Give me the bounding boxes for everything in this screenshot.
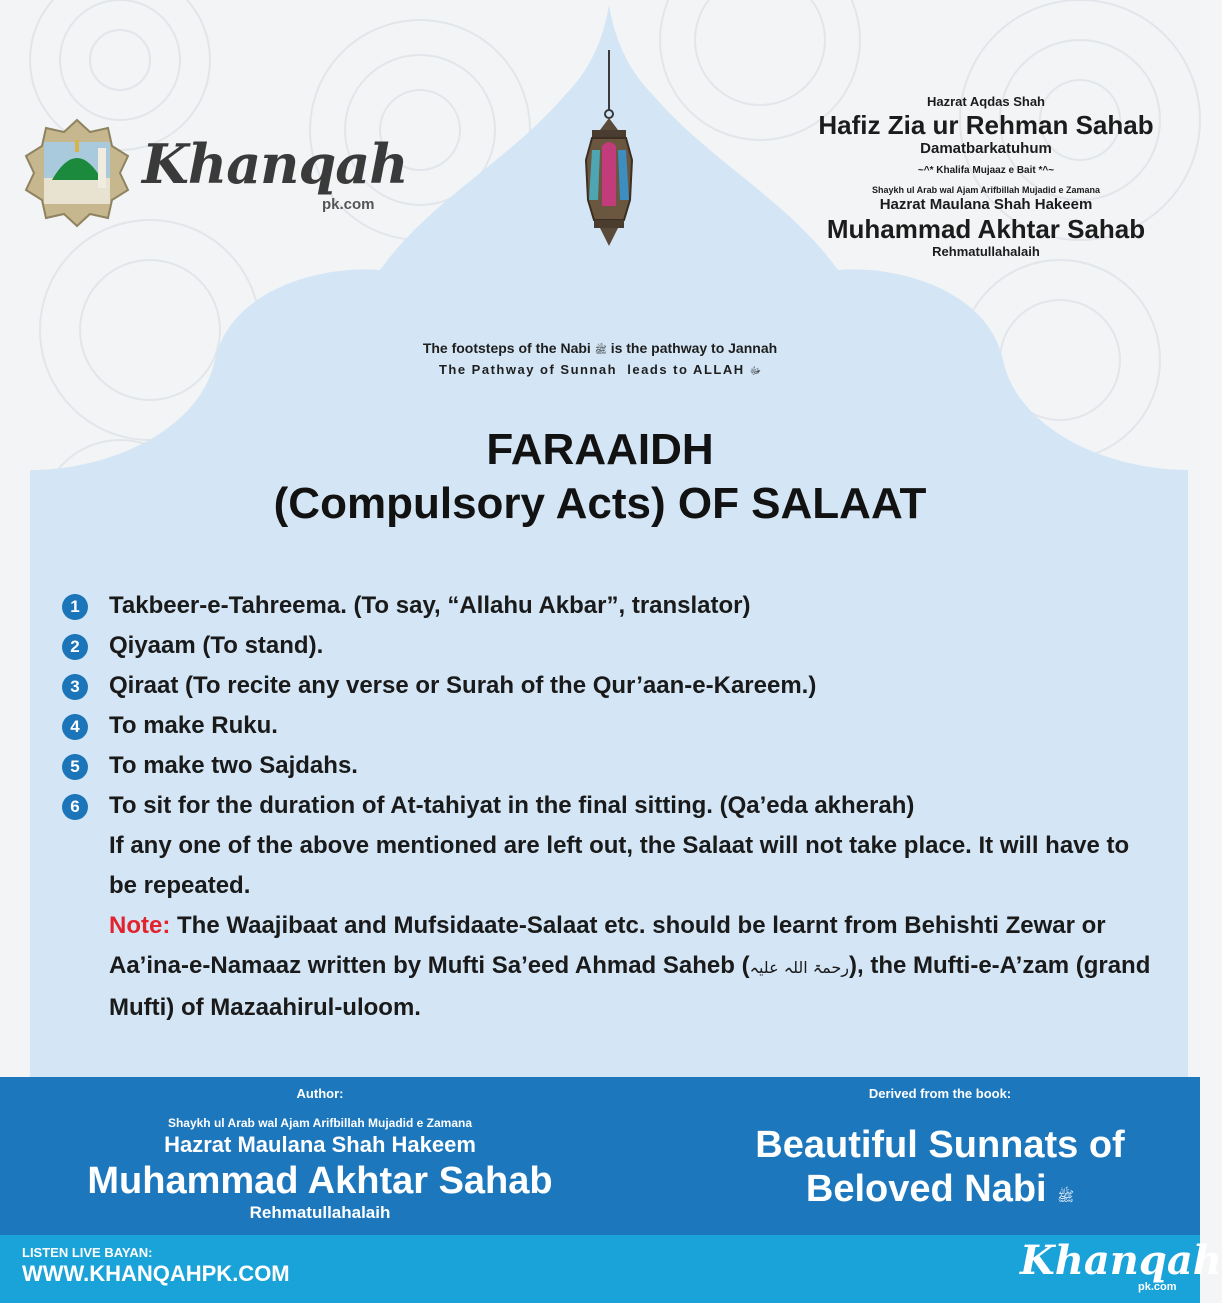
- title-line-1: FARAAIDH: [486, 425, 714, 474]
- dome-image: [22, 118, 132, 228]
- list-item: [62, 666, 1162, 706]
- bottom-bar: [0, 1235, 1222, 1303]
- header-line-6: Hazrat Maulana Shah Hakeem: [879, 196, 1093, 213]
- book-block: [680, 1085, 1200, 1219]
- listen-label: LISTEN LIVE BAYAN:: [22, 1245, 153, 1260]
- list-item-text: Takbeer-e-Tahreema. (To say, “Allahu Akbar”, translator): [109, 592, 751, 619]
- header-line-3: Damatbarkatuhum: [920, 140, 1052, 157]
- logo-domain: pk.com: [322, 196, 375, 213]
- list-item-text: Qiyaam (To stand).: [109, 632, 324, 659]
- number-badge: 6: [62, 794, 88, 820]
- header-credits: [780, 94, 1192, 260]
- list-item: [62, 706, 1162, 746]
- header-line-7: Muhammad Akhtar Sahab: [826, 214, 1146, 244]
- logo-wordmark: Khanqah: [142, 132, 408, 196]
- number-badge: 5: [62, 754, 88, 780]
- footer-credits: [0, 1077, 1200, 1235]
- list-item-text: Qiraat (To recite any verse or Surah of the Qur’aan-e-Kareem.): [109, 672, 817, 699]
- note-label: Note:: [109, 912, 171, 939]
- list-item: [62, 786, 1162, 826]
- note-arabic: رحمۃ اللہ علیہ: [749, 958, 850, 977]
- note-text-before: The Waajibaat and Mufsidaate-Salaat etc. should be learnt from Behishti Zewar or Aa’ina-e-Namaaz written by Mufti Sa’eed Ahmad Saheb (: [109, 912, 1106, 979]
- tagline-2-arabic: ﷻ: [749, 366, 762, 377]
- author-line-2: Hazrat Maulana Shah Hakeem: [164, 1132, 476, 1157]
- tagline-1-end: is the pathway to Jannah: [610, 340, 778, 356]
- book-title-2: Beloved Nabi: [805, 1168, 1047, 1210]
- tagline-1-arabic: ﷺ: [594, 345, 607, 356]
- note-text-after: ), the Mufti-e-A’zam (grand Mufti) of Mazaahirul-uloom.: [109, 952, 1151, 1021]
- tagline-1: [300, 340, 900, 358]
- header-line-1: Hazrat Aqdas Shah: [927, 94, 1045, 109]
- author-line-4: Rehmatullahalaih: [249, 1203, 391, 1222]
- consequence-paragraph: If any one of the above mentioned are left out, the Salaat will not take place. It will have to be repeated.: [109, 832, 1130, 899]
- header-line-8: Rehmatullahalaih: [932, 244, 1040, 259]
- header-line-2: Hafiz Zia ur Rehman Sahab: [818, 110, 1154, 140]
- author-block: [0, 1085, 640, 1223]
- author-line-1: Shaykh ul Arab wal Ajam Arifbillah Mujadid e Zamana: [167, 1116, 473, 1130]
- number-badge: 1: [62, 594, 88, 620]
- page-title: [100, 423, 1100, 531]
- faraaidh-list: [62, 586, 1162, 1028]
- book-arabic: ﷺ: [1057, 1189, 1075, 1205]
- list-item: [62, 626, 1162, 666]
- tagline-2: [300, 362, 900, 379]
- title-line-2: (Compulsory Acts) OF SALAAT: [273, 479, 927, 528]
- header-line-4: ~^* Khalifa Mujaaz e Bait *^~: [917, 165, 1055, 176]
- tagline-1-start: The footsteps of the Nabi: [422, 340, 591, 356]
- footer-logo-domain: pk.com: [1138, 1281, 1177, 1293]
- website-link[interactable]: WWW.KHANQAHPK.COM: [22, 1261, 290, 1286]
- number-badge: 2: [62, 634, 88, 660]
- author-label: Author:: [296, 1086, 344, 1101]
- number-badge: 4: [62, 714, 88, 740]
- tagline-2-text: The Pathway of Sunnah leads to ALLAH: [438, 362, 745, 377]
- list-item-text: To sit for the duration of At-tahiyat in the final sitting. (Qa’eda akherah): [109, 792, 915, 819]
- note-paragraph: [62, 906, 1162, 1028]
- list-item-text: To make Ruku.: [109, 712, 278, 739]
- derived-label: Derived from the book:: [868, 1086, 1012, 1101]
- list-item: [62, 746, 1162, 786]
- book-title-1: Beautiful Sunnats of: [755, 1124, 1125, 1166]
- list-item-text: To make two Sajdahs.: [109, 752, 358, 779]
- footer-logo[interactable]: Khanqah: [1020, 1237, 1222, 1284]
- author-line-3: Muhammad Akhtar Sahab: [87, 1160, 553, 1202]
- lantern-icon: [578, 50, 640, 250]
- khanqah-logo[interactable]: [22, 118, 412, 228]
- list-item: [62, 586, 1162, 626]
- book-title-2-wrap: [680, 1167, 1200, 1219]
- number-badge: 3: [62, 674, 88, 700]
- header-line-5: Shaykh ul Arab wal Ajam Arifbillah Mujadid e Zamana: [871, 185, 1101, 195]
